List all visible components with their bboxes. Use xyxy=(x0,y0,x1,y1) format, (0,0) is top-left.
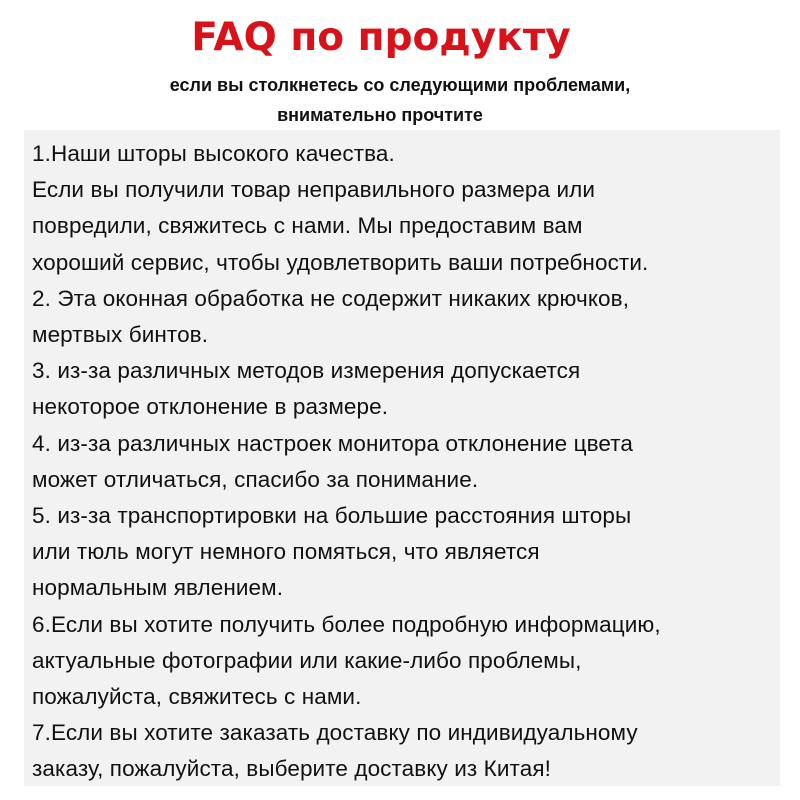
page-title: FAQ по продукту xyxy=(191,15,571,60)
subtitle-line-1: если вы столкнетесь со следующими проблемами, xyxy=(169,75,631,95)
faq-item-5-line-2: или тюль могут немного помяться, что является xyxy=(32,539,540,565)
faq-item-1 xyxy=(32,136,792,281)
faq-item-7-line-1: 7.Если вы хотите заказать доставку по индивидуальному xyxy=(32,720,638,746)
faq-item-4 xyxy=(32,426,792,498)
faq-item-1-line-3: повредили, свяжитесь с нами. Мы предоставим вам xyxy=(32,213,583,239)
faq-item-1-line-2: Если вы получили товар неправильного размера или xyxy=(32,177,596,203)
faq-item-3 xyxy=(32,353,792,425)
faq-item-4-line-2: может отличаться, спасибо за понимание. xyxy=(32,466,479,492)
faq-item-6-line-2: актуальные фотографии или какие-либо проблемы, xyxy=(32,647,582,673)
faq-item-2-line-1: 2. Эта оконная обработка не содержит никаких крючков, xyxy=(32,285,630,311)
faq-item-7-line-2: заказу, пожалуйста, выберите доставку из Китая! xyxy=(32,756,551,782)
faq-item-3-line-1: 3. из-за различных методов измерения допускается xyxy=(32,358,581,384)
faq-item-5 xyxy=(32,498,792,607)
faq-item-5-line-1: 5. из-за транспортировки на большие расстояния шторы xyxy=(32,503,632,529)
faq-list xyxy=(32,136,792,788)
faq-item-4-line-1: 4. из-за различных настроек монитора отклонение цвета xyxy=(32,430,634,456)
subtitle-line-2: внимательно прочтите xyxy=(277,105,483,125)
faq-item-2 xyxy=(32,281,792,353)
faq-item-6-line-3: пожалуйста, свяжитесь с нами. xyxy=(32,684,362,710)
faq-item-1-line-1: 1.Наши шторы высокого качества. xyxy=(32,141,395,166)
faq-item-5-line-3: нормальным явлением. xyxy=(32,575,284,601)
faq-item-7 xyxy=(32,715,792,787)
faq-item-2-line-2: мертвых бинтов. xyxy=(32,322,209,348)
faq-item-1-line-4: хороший сервис, чтобы удовлетворить ваши потребности. xyxy=(32,249,649,275)
faq-item-6 xyxy=(32,607,792,716)
faq-item-6-line-1: 6.Если вы хотите получить более подробную информацию, xyxy=(32,611,661,637)
faq-item-3-line-2: некоторое отклонение в размере. xyxy=(32,394,389,420)
